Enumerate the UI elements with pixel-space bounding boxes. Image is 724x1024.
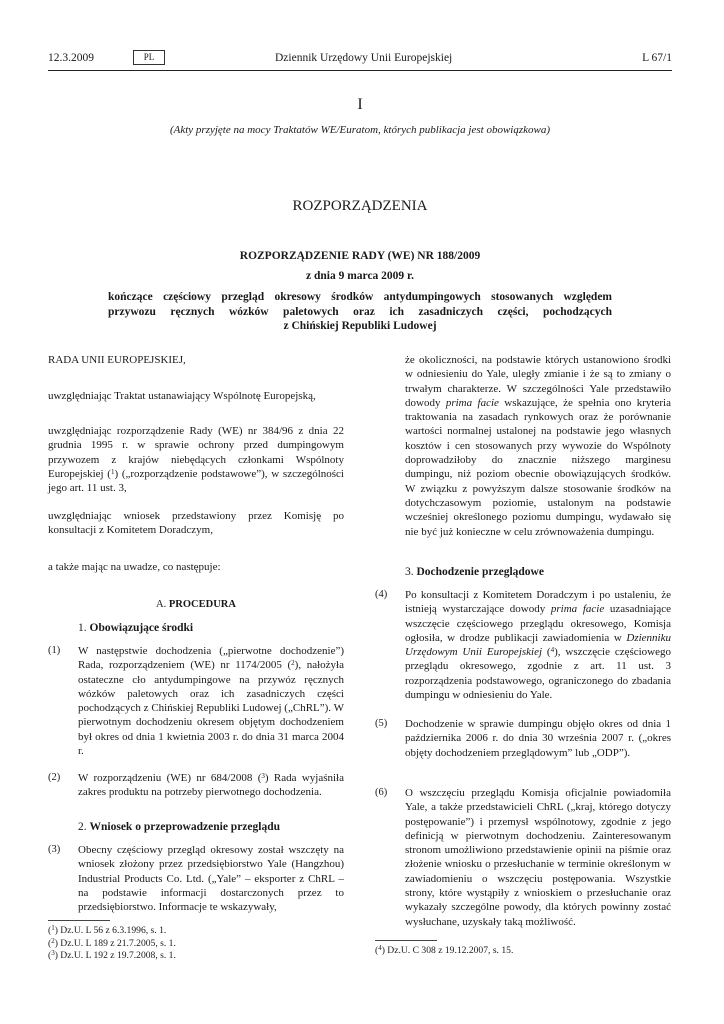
footnote-1-num: 1: [51, 924, 55, 932]
subheading-1-title: Obowiązujące środki: [89, 622, 194, 634]
subheading-2-title: Wniosek o przeprowadzenie przeglądu: [89, 821, 280, 833]
cont-text-a: że okoliczności, na podstawie których ustanowiono środki w odniesieniu do Yale, uległy zmianie i że są to zmiany o trwałym charakterze. W szczególności Yale przedstawiło dowody: [405, 354, 671, 409]
footnote-3: ($^3$) Dz.U. L 192 z 19.7.2008, s. 1.: [48, 949, 176, 961]
p2-text-b: ) Rada wyjaśniła zakres produktu na potrzeby pierwotnego dochodzenia.: [78, 772, 344, 799]
paragraph-1-body: [78, 644, 344, 758]
subject-line-3: z Chińskiej Republiki Ludowej: [283, 320, 437, 332]
subject-line-2: przywozu ręcznych wózków paletowych oraz ich zasadniczych części, pochodzących: [108, 305, 612, 318]
footnote-rule-right: [375, 940, 437, 941]
paragraph-6-num: (6): [375, 787, 388, 798]
regulation-date: z dnia 9 marca 2009 r.: [306, 270, 414, 282]
footnotes-right: [375, 945, 671, 958]
subheading-3: [405, 565, 544, 579]
footnote-2-text: Dz.U. L 189 z 21.7.2005, s. 1.: [60, 937, 176, 949]
subheading-2: [78, 820, 280, 834]
footnote-1-text: Dz.U. L 56 z 6.3.1996, s. 1.: [60, 925, 167, 936]
subheading-2-num: 2.: [78, 821, 87, 833]
footnote-4-num: 4: [378, 944, 382, 952]
section-a-letter: A.: [156, 599, 167, 610]
footnote-4: ($^4$) Dz.U. C 308 z 19.12.2007, s. 15.: [375, 944, 514, 956]
right-column: [375, 0, 671, 1024]
cont-text-b: wskazujące, że spełnia ono kryteria traktowania na zasadach rynkowych oraz że porównanie wartości normalnej ustalonej na podstawie jego własnych kosztów i cen stosowanych przy wywozie do Wspólnoty doprowadziłoby do znacznie niższego marginesu dumpingu, niż poziom obecnie obowiązujących środków. W związku z powyższym dalsze stosowanie środków na dotychczasowym poziomie, ustalonym na podstawie wcześniej określonego poziomu dumpingu, wydawało się nie być już konieczne w celu zrównoważenia dumpingu.: [405, 396, 671, 538]
paragraph-5-body: Dochodzenie w sprawie dumpingu objęło okres od dnia 1 października 2006 r. do dnia 30 września 2007 r. („okres objęty dochodzeniem przeglądowym” lub „ODP”).: [405, 718, 671, 759]
footnote-ref-3[interactable]: 3: [261, 772, 265, 780]
p4-text-a: Po konsultacji z Komitetem Doradczym i po ustaleniu, że istnieją wystarczające dowody: [405, 589, 671, 616]
paragraph-4-num: (4): [375, 589, 388, 600]
council-line: RADA UNII EUROPEJSKIEJ,: [48, 354, 186, 366]
regulation-title: ROZPORZĄDZENIE RADY (WE) NR 188/2009: [239, 250, 481, 262]
p4-journal-emphasis: Dzienniku Urzędowym Unii Europejskiej: [405, 631, 671, 659]
basic-text-b: ) („rozporządzenie podstawowe”), w szczególności jego art. 11 ust. 3,: [48, 467, 344, 495]
p1-text-a: W następstwie dochodzenia („pierwotne dochodzenie”) Rada, rozporządzeniem (WE) nr 1174/2005 (: [78, 645, 344, 672]
paragraph-5-num: (5): [375, 718, 388, 729]
left-column: [48, 0, 344, 1024]
footnote-1: ($^1$) Dz.U. L 56 z 6.3.1996, s. 1.: [48, 924, 167, 936]
basic-regulation-recital: [48, 424, 344, 495]
language-badge: PL: [133, 50, 165, 65]
section-note: (Akty przyjęte na mocy Traktatów WE/Euratom, których publikacja jest obowiązkowa): [169, 124, 551, 136]
paragraph-4: [375, 588, 672, 702]
paragraph-2-body: [78, 771, 344, 800]
paragraph-1-num: (1): [48, 645, 61, 656]
footnote-4-text: Dz.U. C 308 z 19.12.2007, s. 15.: [387, 945, 514, 956]
paragraph-2-num: (2): [48, 772, 61, 783]
p4-emphasis: prima facie: [550, 603, 605, 616]
footnote-ref-1[interactable]: 1: [110, 467, 115, 476]
subject-line-1: kończące częściowy przegląd okresowy środków antydumpingowych stosowanych względem: [108, 291, 612, 303]
footnote-3-text: Dz.U. L 192 z 19.7.2008, s. 1.: [60, 950, 176, 961]
whereas-line: a także mając na uwadze, co następuje:: [48, 561, 221, 573]
p4-text-b: uzasadniające wszczęcie częściowego przeglądu okresowego, Komisja ogłosiła, w drodze publikacji zawiadomienia w: [405, 603, 671, 644]
subheading-1: [78, 621, 193, 635]
section-roman: I: [357, 96, 363, 113]
p2-text-a: W rozporządzeniu (WE) nr 684/2008 (: [78, 772, 262, 784]
footnote-2-num: 2: [51, 936, 55, 945]
paragraph-4-body: [405, 588, 671, 702]
footnote-ref-4[interactable]: 4: [550, 646, 555, 655]
footnote-3-num: 3: [51, 949, 55, 957]
footnote-2: ($^2$) Dz.U. L 189 z 21.7.2005, s. 1.: [48, 936, 176, 949]
paragraph-2: [48, 771, 344, 801]
journal-title: Dziennik Urzędowy Unii Europejskiej: [275, 52, 453, 64]
footnote-rule-left: [48, 920, 110, 921]
paragraph-3: [48, 843, 344, 914]
page-number: L 67/1: [642, 52, 672, 64]
subheading-3-num: 3.: [405, 566, 414, 578]
subheading-1-num: 1.: [78, 622, 87, 634]
treaty-recital: uwzględniając Traktat ustanawiający Wspólnotę Europejską,: [48, 390, 316, 402]
p4-text-d: ), wszczęcie częściowego przeglądu okresowego, zgodnie z art. 11 ust. 3 rozporządzenia podstawowego, ograniczonego do zbadania dumpingu w odniesieniu do Yale.: [405, 646, 672, 702]
basic-text-a: uwzględniając rozporządzenie Rady (WE) nr 384/96 z dnia 22 grudnia 1995 r. w sprawie ochrony przed dumpingowym przywozem z krajów niebędących członkami Wspólnoty Europejskiej (: [48, 425, 344, 480]
paragraph-6-body: O wszczęciu przeglądu Komisja oficjalnie powiadomiła Yale, a także przedstawicieli ChRL („kraj, którego dotyczy postępowanie”) i przemysł wspólnotowy, zgodnie z jego definicją w pierwotnym dochodzeniu. Zainteresowanym stronom umożliwiono przedstawienie opinii na piśmie oraz złożenie wniosku o przesłuchanie w terminie określonym w zawiadomieniu o wszczęciu postępowania. Wszystkie strony, które wystąpiły z wnioskiem o przesłuchanie oraz wykazały szczególne powody, dla których powinny zostać wysłuchane, uzyskały taką możliwość.: [405, 787, 671, 928]
p4-text-c: (: [542, 646, 551, 659]
proposal-recital: uwzględniając wniosek przedstawiony przez Komisję po konsultacji z Komitetem Doradczym,: [48, 510, 344, 537]
p1-text-b: ), nałożyła ostateczne cło antydumpingowe na przywóz ręcznych wózków paletowych oraz ich zasadniczych części pochodzących z Chińskiej Republiki Ludowej („ChRL”). W pierwotnym dochodzeniu okresem objętym dochodzeniem był okres od dnia 1 kwietnia 2003 r. do dnia 31 marca 2004 r.: [78, 659, 344, 758]
section-a-heading: [48, 598, 344, 612]
paragraph-3-continuation: [405, 353, 671, 539]
footnote-ref-2[interactable]: 2: [291, 659, 295, 668]
paragraph-6: [375, 786, 671, 936]
section-title: ROZPORZĄDZENIA: [292, 198, 428, 214]
paragraph-1: [48, 644, 344, 758]
cont-emphasis: prima facie: [445, 396, 499, 409]
paragraph-3-body: Obecny częściowy przegląd okresowy został wszczęty na wniosek złożony przez przedsiębiorstwo Yale (Hangzhou) Industrial Products Co. Ltd. („Yale” – eksporter z ChRL – na podstawie informacji dostarczonych przez to przedsiębiorstwo. Informacje te wskazywały,: [78, 844, 344, 914]
paragraph-3-num: (3): [48, 844, 61, 855]
publication-date: 12.3.2009: [48, 52, 94, 64]
section-a-title: PROCEDURA: [168, 599, 236, 610]
subheading-3-title: Dochodzenie przeglądowe: [416, 566, 544, 578]
footnotes-left: [48, 925, 344, 963]
paragraph-5: [375, 717, 671, 762]
